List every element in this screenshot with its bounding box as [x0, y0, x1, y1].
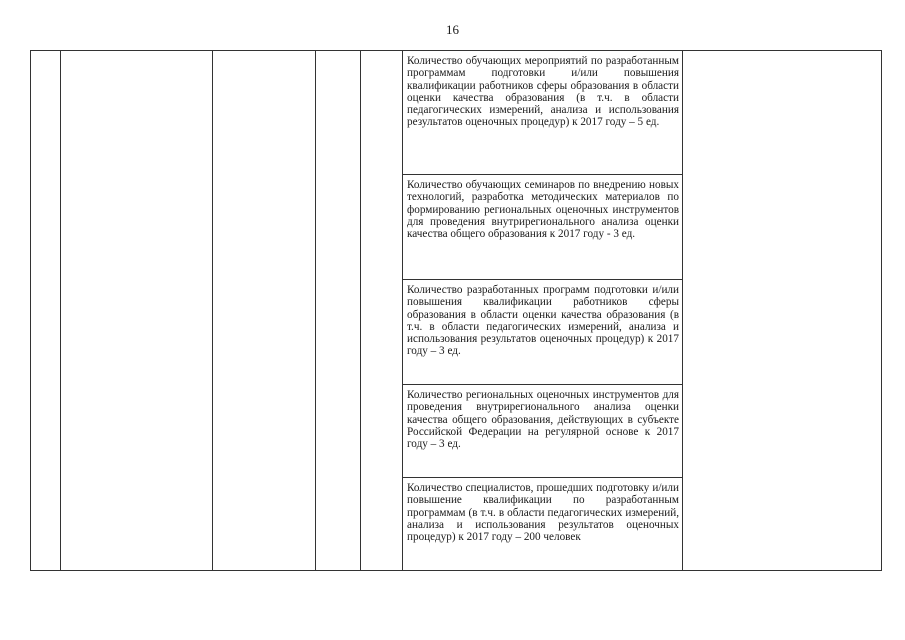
empty-cell-col1 [31, 51, 61, 571]
page-number: 16 [446, 22, 459, 37]
indicators-table [30, 50, 882, 571]
empty-cell-col3 [213, 51, 316, 571]
empty-cell-col4 [316, 51, 361, 571]
indicator-cell [403, 478, 683, 571]
empty-cell-col2 [61, 51, 213, 571]
table-row [31, 51, 882, 175]
empty-cell-col5 [361, 51, 403, 571]
indicator-text: Количество региональных оценочных инструментов для проведения внутрирегионального анализа оценки качества общего образования, действующих в субъекте Российской Федерации на регулярной основе к 2017 году – 3 ед. [407, 389, 679, 451]
indicator-cell [403, 280, 683, 385]
empty-cell-col7 [683, 51, 882, 571]
indicator-cell [403, 175, 683, 280]
indicator-text: Количество специалистов, прошедших подготовку и/или повышение квалификации по разработанным программам (в т.ч. в области педагогических измерений, анализа и использования результатов оценочных процедур) к 2017 году – 200 человек [407, 482, 679, 544]
indicator-text: Количество разработанных программ подготовки и/или повышения квалификации работников сферы образования в области оценки качества образования (в т.ч. в области педагогических измерений, анализа и использования результатов оценочных процедур) к 2017 году – 3 ед. [407, 284, 679, 358]
indicator-cell [403, 51, 683, 175]
indicator-text: Количество обучающих мероприятий по разработанным программам подготовки и/или повышения квалификации работников сферы образования в области оценки качества образования (в т.ч. в области педагогических измерений, анализа и использования результатов оценочных процедур) к 2017 году – 5 ед. [407, 55, 679, 129]
indicator-text: Количество обучающих семинаров по внедрению новых технологий, разработка методических материалов по формированию региональных оценочных инструментов для проведения внутрирегионального анализа оценки качества общего образования к 2017 году - 3 ед. [407, 179, 679, 241]
indicator-cell [403, 385, 683, 478]
